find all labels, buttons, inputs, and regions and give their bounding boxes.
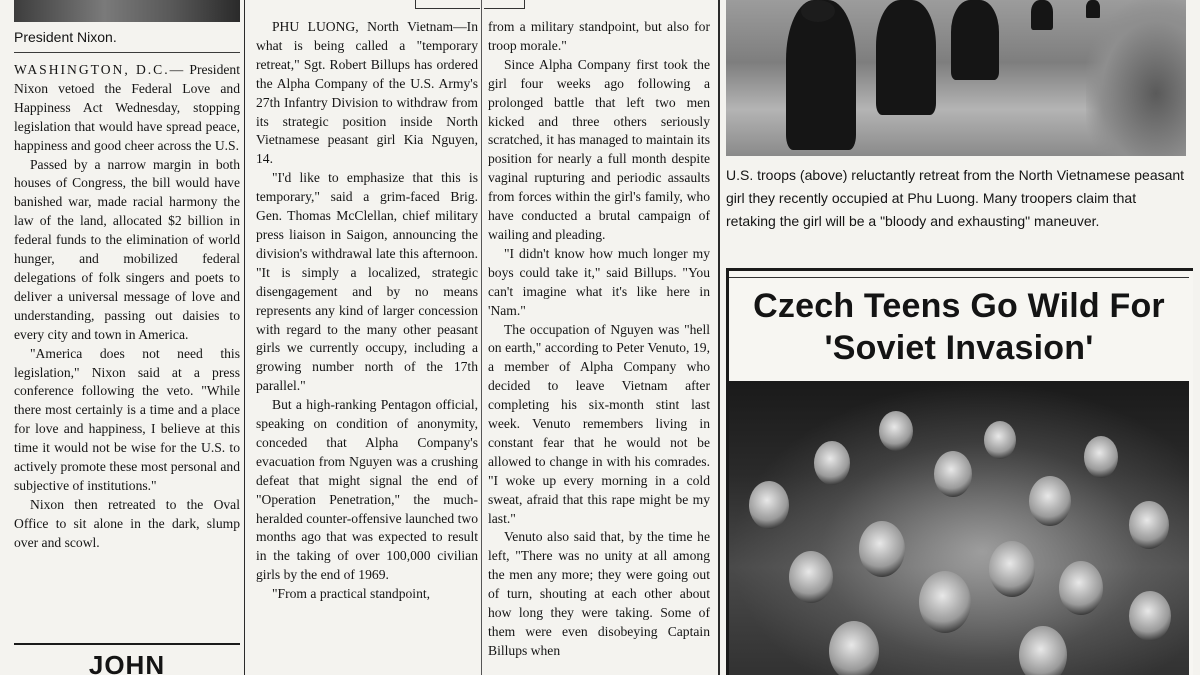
article-paragraph xyxy=(14,61,240,156)
article-paragraph: Since Alpha Company first took the girl four weeks ago following a prolonged battle that left two men kicked and three others seriously scratched, it has managed to maintain its position for nearly a full month despite vaginal rupturing and periodic assaults from forces within the girl's family, who have conducted a brutal campaign of wailing and pleading. xyxy=(488,56,710,242)
crowd-face xyxy=(879,411,913,451)
retreat-article-continued xyxy=(488,18,710,661)
article-paragraph: Nixon then retreated to the Oval Office to sit alone in the dark, slump over and scowl. xyxy=(14,496,240,550)
crowd-face xyxy=(984,421,1016,459)
crowd-face xyxy=(1029,476,1071,526)
nixon-photo xyxy=(14,0,240,22)
crowd-face xyxy=(859,521,905,577)
soldier-figure xyxy=(1031,0,1053,30)
article-paragraph: "I didn't know how much longer my boys could take it," said Billups. "You can't imagine what it's like here in 'Nam." xyxy=(488,245,710,318)
crowd-face xyxy=(1084,436,1118,478)
article-paragraph: Venuto also said that, by the time he left, "There was no unity at all among the men any more; they were going out of turn, shouting at each other about how long they were taking. Some of them were even disobeying Captain Billups when xyxy=(488,529,710,658)
retreat-article xyxy=(256,18,478,604)
soldier-figure xyxy=(786,0,856,150)
column-rule xyxy=(481,0,482,675)
crowd-highlight xyxy=(729,381,1189,675)
sidebar-inner-rule xyxy=(729,277,1189,278)
crowd-face xyxy=(934,451,972,497)
article-paragraph: The occupation of Nguyen was "hell on earth," according to Peter Venuto, 19, a member of Alpha Company who decided to leave Vietnam after completing his six-month stint last week. Venuto remembers living in constant fear that he would not be allowed to change in with his comrades. "I woke up every morning in a cold sweat, afraid that this rape might be my last." xyxy=(488,321,710,526)
next-headline-fragment: JOHN xyxy=(88,650,166,675)
middle-column-a xyxy=(250,0,480,675)
article-text: President Nixon vetoed the Federal Love and Happiness Act Wednesday, stopping legislation that would have spread peace, happiness and good cheer across the U.S. xyxy=(14,62,240,153)
crowd-face xyxy=(989,541,1035,597)
right-column xyxy=(722,0,1200,675)
soldier-figure xyxy=(876,0,936,115)
caption-rule xyxy=(14,52,240,53)
sidebar-headline: Czech Teens Go Wild For xyxy=(753,287,1165,325)
column-rule xyxy=(718,0,720,675)
soldier-figure xyxy=(951,0,999,80)
article-paragraph: But a high-ranking Pentagon official, speaking on condition of anonymity, conceded that Alpha Company's evacuation from Nguyen was a crushing defeat that might signal the end of "Operation Penetration," the much-heralded counter-offensive launched two months ago that was expected to result in the taking of over 100,000 civilian girls by the end of 1969. xyxy=(256,397,478,583)
crowd-face xyxy=(1019,626,1067,675)
crowd-face xyxy=(789,551,833,603)
crowd-face xyxy=(1059,561,1103,615)
nixon-article xyxy=(14,61,240,553)
article-paragraph: "From a practical standpoint, xyxy=(272,586,431,602)
article-paragraph: Passed by a narrow margin in both houses of Congress, the bill would have banished war, made racial harmony the law of the land, allocated $2 billion in federal funds to the elimination of world hunger, and mobilized federal delegations of folk singers and poets to deliver a universal message of love and understanding, passing out daisies to every city and town in America. xyxy=(14,156,240,342)
hillside xyxy=(1086,0,1186,156)
crowd-face xyxy=(749,481,789,529)
left-column xyxy=(0,0,244,675)
article-paragraph: "America does not need this legislation," Nixon said at a press conference following the veto. "While there most certainly is a time and a place for love and happiness, I believe at this time it would not be wise for the U.S. to actively promote these most personal and subjective of institutions." xyxy=(14,345,240,493)
article-paragraph: from a military standpoint, but also for troop morale." xyxy=(488,19,710,53)
soldier-head xyxy=(801,0,835,22)
article-paragraph: "I'd like to emphasize that this is temporary," said a grim-faced Brig. Gen. Thomas McClellan, chief military press liaison in Saigon, announcing the division's withdrawal late this afternoon. "It is simply a localized, strategic disengagement and by no means represents any kind of larger concession with regard to the many other peasant girls we currently occupy, including a growing number north of the 17th parallel." xyxy=(256,170,478,394)
sidebar-box xyxy=(726,268,1193,675)
crowd-face xyxy=(1129,591,1171,641)
crowd-face xyxy=(814,441,850,485)
troops-photo-caption: U.S. troops (above) reluctantly retreat from the North Vietnamese peasant girl they recently occupied at Phu Luong. Many troopers claim that retaking the girl will be a "bloody and exhausting" maneuver. xyxy=(726,167,1185,229)
column-rule xyxy=(244,0,245,675)
crowd-face xyxy=(1129,501,1169,549)
crowd-face xyxy=(829,621,879,675)
top-rule xyxy=(484,0,525,9)
crowd-photo xyxy=(729,381,1189,675)
middle-column-b xyxy=(484,0,716,675)
nixon-photo-caption: President Nixon. xyxy=(14,29,117,45)
top-rule xyxy=(415,0,480,9)
sidebar-headline: 'Soviet Invasion' xyxy=(824,329,1094,367)
article-paragraph: PHU LUONG, North Vietnam—In what is being called a "temporary retreat," Sgt. Robert Billups has ordered the Alpha Company of the U.S. Army's 27th Infantry Division to withdraw from its strategic position inside North Vietnamese peasant girl Kia Nguyen, 14. xyxy=(256,19,478,167)
troops-photo xyxy=(726,0,1186,156)
crowd-face xyxy=(919,571,971,633)
bottom-rule xyxy=(14,643,240,645)
dateline: WASHINGTON, D.C.— xyxy=(14,62,186,77)
